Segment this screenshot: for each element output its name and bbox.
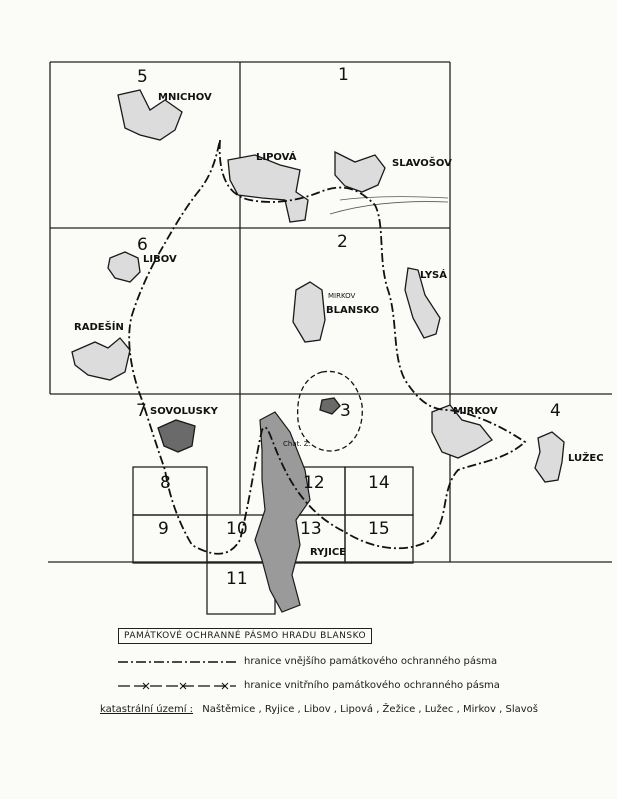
village-luzec-shape xyxy=(535,432,564,482)
village-label-ryjice: RYJICE xyxy=(310,547,347,558)
village-sovolusky-shape xyxy=(158,420,195,452)
sheet-number-15: 15 xyxy=(368,519,390,539)
sheet-number-7: 7 xyxy=(136,401,147,421)
outer-protection-border xyxy=(129,140,525,554)
sheet-number-3: 3 xyxy=(340,401,351,421)
village-label-slavosov: SLAVOŠOV xyxy=(392,158,452,169)
legend-outer-row xyxy=(118,656,497,667)
village-label-sovolusky: SOVOLUSKY xyxy=(150,406,218,417)
legend-inner-row xyxy=(118,680,500,691)
legend-inner-label: hranice vnitřního památkového ochranného pásma xyxy=(244,680,500,691)
village-label-lipova: LIPOVÁ xyxy=(256,152,297,163)
sheet-number-5: 5 xyxy=(137,67,148,87)
village-label-blansko: BLANSKO xyxy=(326,305,380,316)
sheet-number-14: 14 xyxy=(368,473,390,493)
village-label-libov: LIBOV xyxy=(143,254,177,265)
stream xyxy=(340,197,448,200)
cadastre-label: katastrální území : xyxy=(100,704,194,715)
village-radesin-shape xyxy=(72,338,130,380)
sheet-number-13: 13 xyxy=(300,519,322,539)
label-chat-z: Chat. Z. xyxy=(283,440,311,448)
village-label-mnichov: MNICHOV xyxy=(158,92,212,103)
castle-blansko-marker xyxy=(320,398,340,414)
sheet-number-10: 10 xyxy=(226,519,248,539)
stream xyxy=(330,202,448,214)
sheet-number-2: 2 xyxy=(337,232,348,252)
sheet-number-11: 11 xyxy=(226,569,248,589)
village-blansko-shape xyxy=(293,282,325,342)
village-label-mirkov: MIRKOV xyxy=(453,406,498,417)
sheet-number-12: 12 xyxy=(303,473,325,493)
village-label-lysa: LYSÁ xyxy=(420,270,447,281)
sheet-number-6: 6 xyxy=(137,235,148,255)
cadastre-list xyxy=(100,704,538,715)
sheet-number-8: 8 xyxy=(160,473,171,493)
sheet-number-9: 9 xyxy=(158,519,169,539)
legend-outer-label: hranice vnějšího památkového ochranného pásma xyxy=(244,656,498,667)
village-slavosov-shape xyxy=(335,152,385,192)
village-label-luzec: LUŽEC xyxy=(568,453,604,464)
sheet-number-4: 4 xyxy=(550,401,561,421)
village-libov-shape xyxy=(108,252,140,282)
sheet-number-1: 1 xyxy=(338,65,349,85)
legend-title: PAMÁTKOVÉ OCHRANNÉ PÁSMO HRADU BLANSKO xyxy=(118,628,372,644)
village-label-mirkov-small: MIRKOV xyxy=(328,292,356,300)
outer-border-symbol xyxy=(118,657,236,667)
village-label-radesin: RADEŠÍN xyxy=(74,322,124,333)
inner-border-symbol xyxy=(118,681,236,691)
cadastre-values: Naštěmice , Ryjice , Libov , Lipová , Žežice , Lužec , Mirkov , Slavoš xyxy=(202,704,538,715)
